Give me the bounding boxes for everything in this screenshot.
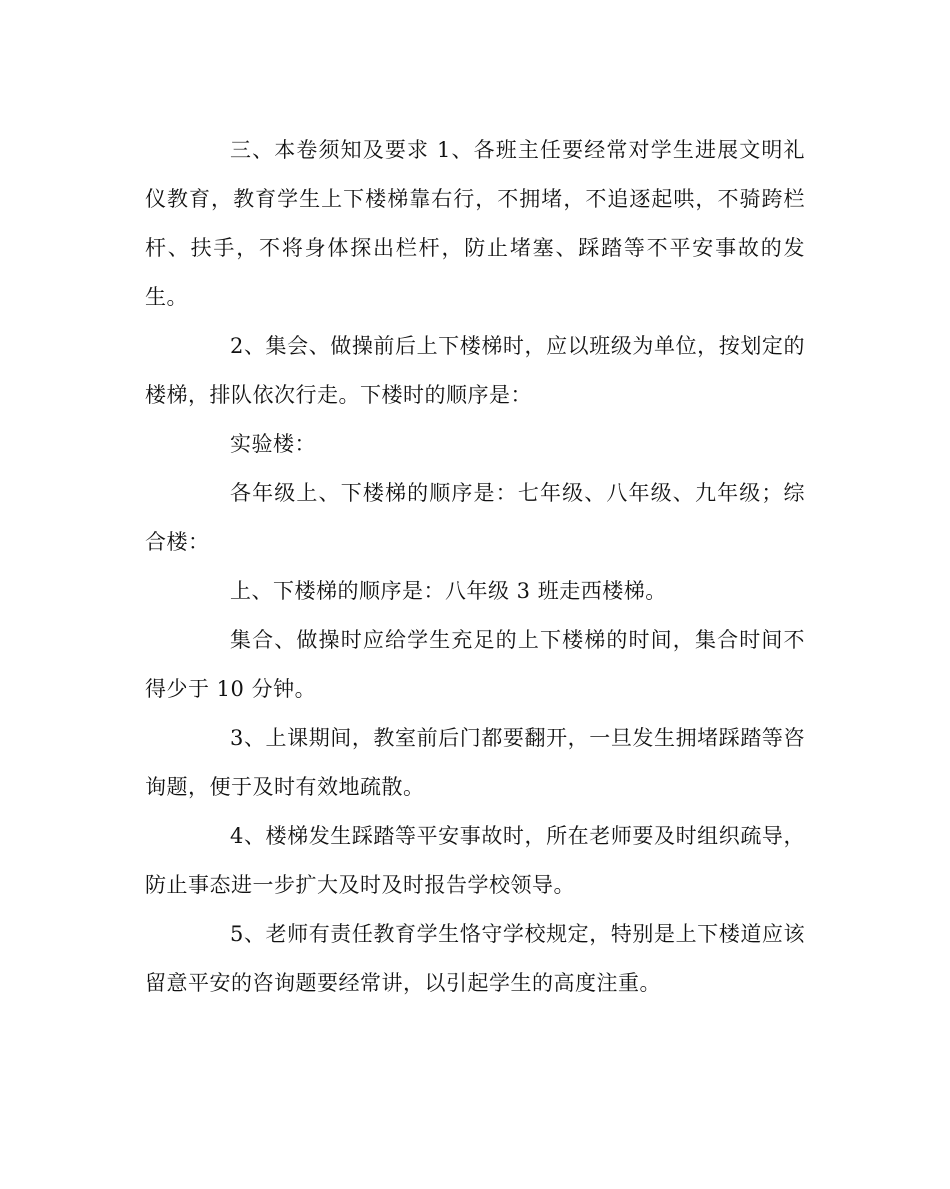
paragraph-lab-building: 实验楼： (230, 432, 316, 456)
paragraph-item-2: 2、集会、做操前后上下楼梯时，应以班级为单位，按划定的楼梯，排队依次行走。下楼时的顺序是： (145, 334, 805, 407)
paragraph-precautions-item-1: 三、本卷须知及要求 1、各班主任要经常对学生进展文明礼仪教育，教育学生上下楼梯靠右行，不拥堵，不追逐起哄，不骑跨栏杆、扶手，不将身体探出栏杆，防止堵塞、踩踏等不平安事故的发生。 (145, 138, 805, 309)
paragraph-stair-order: 上、下楼梯的顺序是：八年级 3 班走西楼梯。 (230, 579, 667, 603)
paragraph-assembly-time: 集合、做操时应给学生充足的上下楼梯的时间，集合时间不得少于 10 分钟。 (145, 628, 805, 701)
paragraph-item-4: 4、楼梯发生踩踏等平安事故时，所在老师要及时组织疏导，防止事态进一步扩大及时及时报告学校领导。 (145, 824, 805, 897)
document-body (145, 126, 805, 1008)
paragraph-item-3: 3、上课期间，教室前后门都要翻开，一旦发生拥堵踩踏等咨询题，便于及时有效地疏散。 (145, 726, 805, 799)
paragraph-item-5: 5、老师有责任教育学生恪守学校规定，特别是上下楼道应该留意平安的咨询题要经常讲，以引起学生的高度注重。 (145, 922, 805, 995)
paragraph-grade-order: 各年级上、下楼梯的顺序是：七年级、八年级、九年级；综合楼： (145, 481, 805, 554)
